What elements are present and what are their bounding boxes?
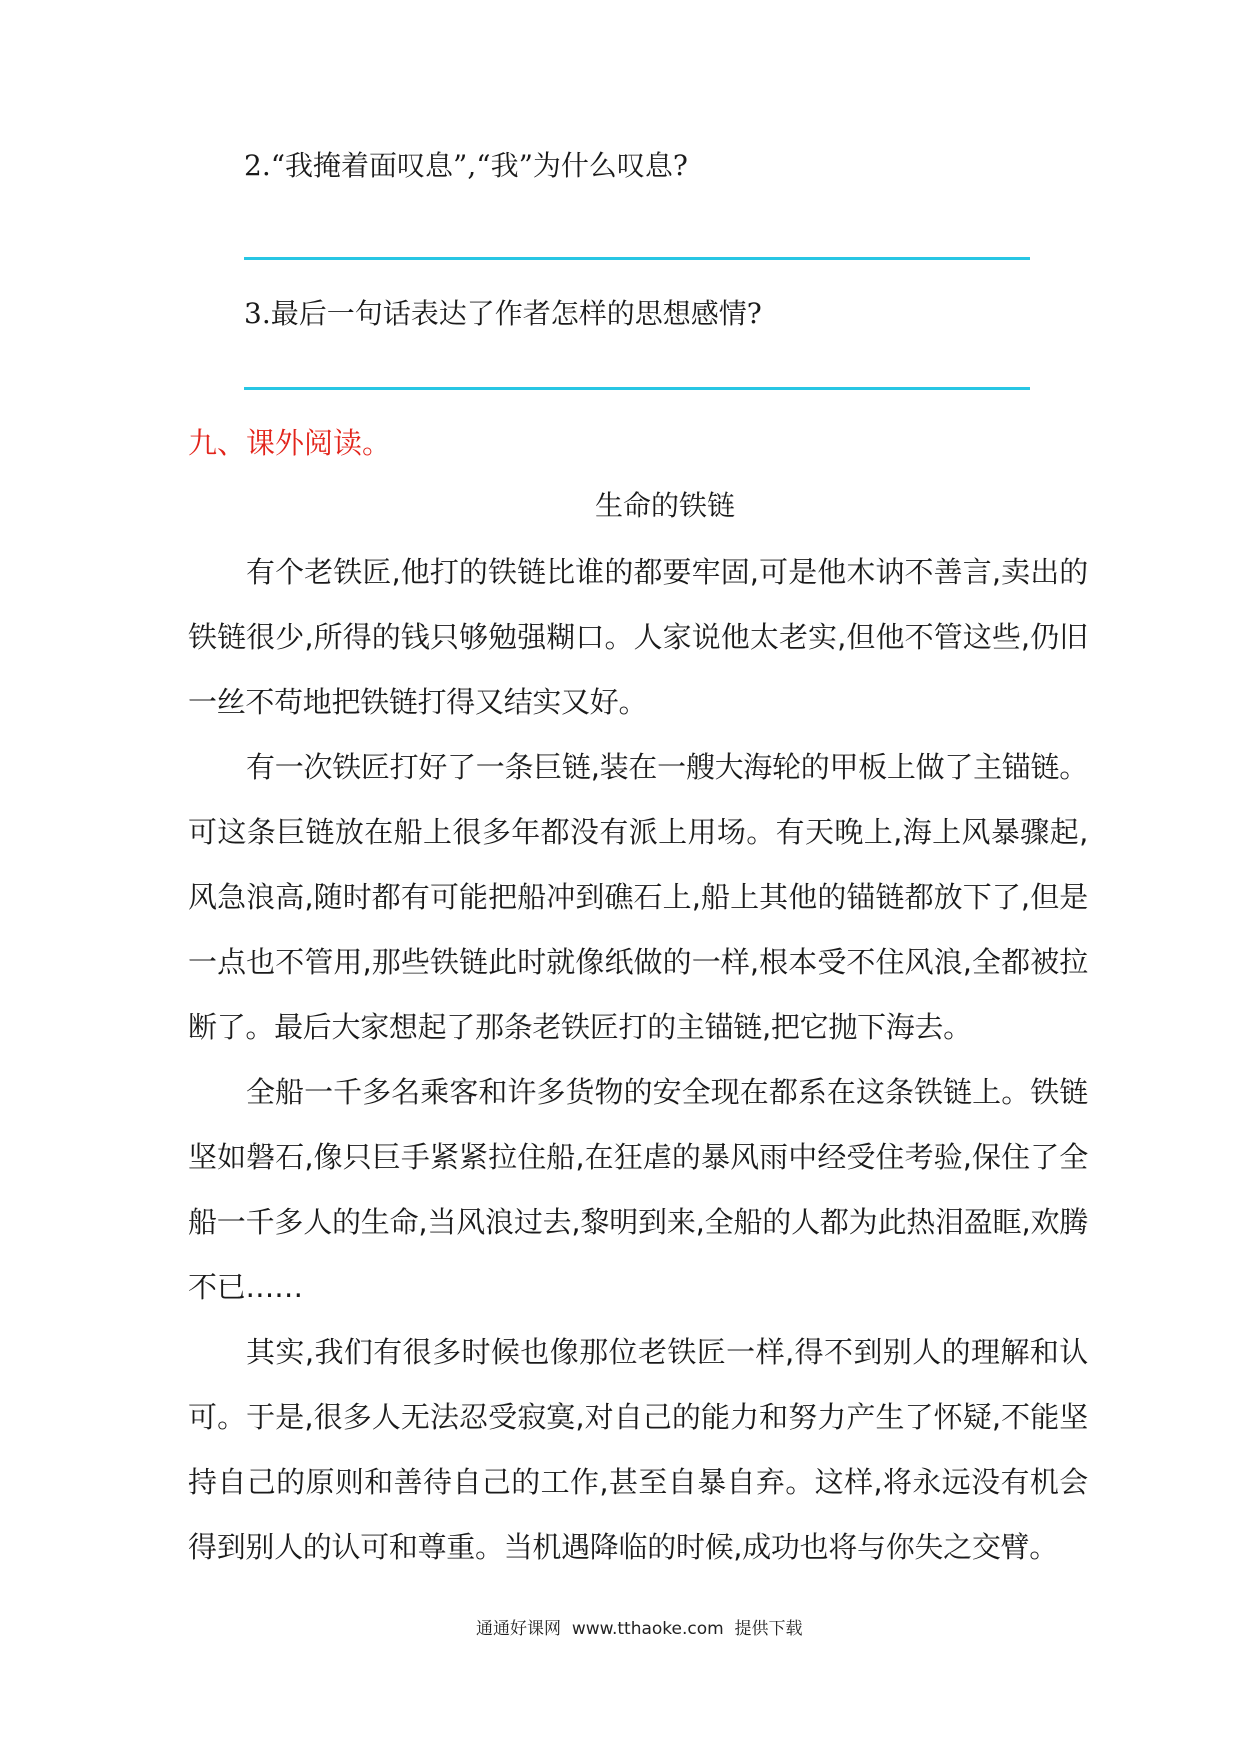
question-2 — [244, 148, 688, 184]
story-title: 生命的铁链 — [594, 489, 735, 522]
question-text: 最后一句话表达了作者怎样的思想感情? — [270, 297, 762, 330]
story-paragraph-4: 其实,我们有很多时候也像那位老铁匠一样,得不到别人的理解和认可。于是,很多人无法忍受寂寞,对自己的能力和努力产生了怀疑,不能坚持自己的原则和善待自己的工作,甚至自暴自弃。这样,将永远没有机会得到别人的认可和尊重。当机遇降临的时候,成功也将与你失之交臂。 — [188, 1335, 1088, 1564]
answer-line-2[interactable] — [244, 257, 1030, 260]
question-text: “我掩着面叹息”,“我”为什么叹息? — [270, 149, 688, 182]
question-number: 2. — [244, 149, 271, 182]
section-heading: 九、课外阅读。 — [188, 426, 392, 460]
footer-suffix: 提供下载 — [734, 1619, 803, 1639]
question-3 — [244, 296, 762, 332]
story-paragraph-2: 有一次铁匠打好了一条巨链,装在一艘大海轮的甲板上做了主锚链。可这条巨链放在船上很多年都没有派上用场。有天晚上,海上风暴骤起,风急浪高,随时都有可能把船冲到礁石上,船上其他的锚链都放下了,但是一点也不管用,那些铁链此时就像纸做的一样,根本受不住风浪,全都被拉断了。最后大家想起了那条老铁匠打的主锚链,把它抛下海去。 — [188, 750, 1088, 1044]
question-number: 3. — [244, 297, 271, 330]
story-paragraph-1: 有个老铁匠,他打的铁链比谁的都要牢固,可是他木讷不善言,卖出的铁链很少,所得的钱只够勉强糊口。人家说他太老实,但他不管这些,仍旧一丝不苟地把铁链打得又结实又好。 — [188, 555, 1088, 719]
footer-url[interactable]: www.tthaoke.com — [571, 1619, 724, 1639]
story-paragraph-3: 全船一千多名乘客和许多货物的安全现在都系在这条铁链上。铁链坚如磐石,像只巨手紧紧拉住船,在狂虐的暴风雨中经受住考验,保住了全船一千多人的生命,当风浪过去,黎明到来,全船的人都为此热泪盈眶,欢腾不已…… — [188, 1075, 1088, 1304]
page-footer — [476, 1618, 803, 1640]
footer-site-name: 通通好课网 — [476, 1619, 561, 1639]
answer-line-3[interactable] — [244, 387, 1030, 390]
